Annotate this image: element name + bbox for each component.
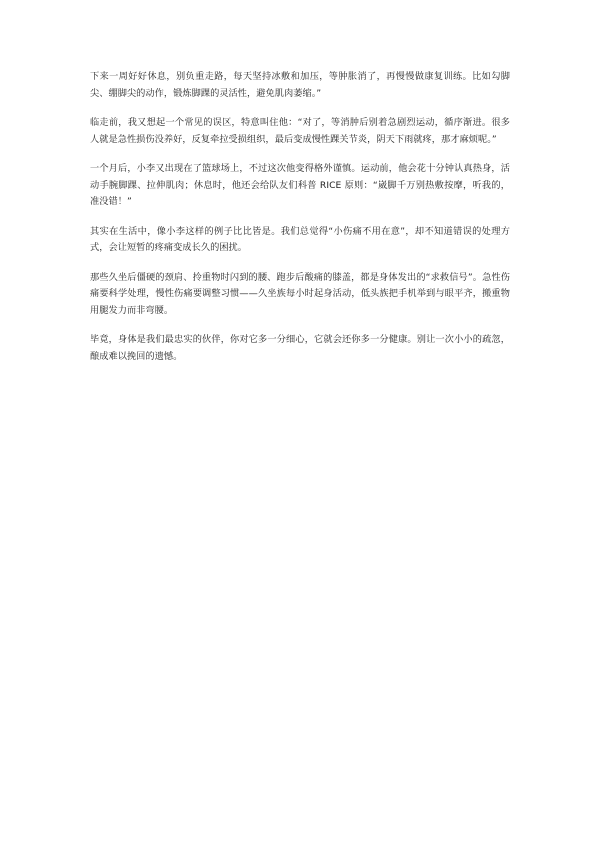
paragraph-1: 下来一周好好休息，别负重走路，每天坚持冰敷和加压，等肿胀消了，再慢慢做康复训练。比如勾脚尖、绷脚尖的动作，锻炼脚踝的灵活性，避免肌肉萎缩。”	[90, 71, 510, 99]
paragraph-4: 其实在生活中，像小李这样的例子比比皆是。我们总觉得“小伤痛不用在意”，却不知道错误的处理方式，会让短暂的疼痛变成长久的困扰。	[90, 225, 510, 253]
paragraph-6: 毕竟，身体是我们最忠实的伙伴，你对它多一分细心，它就会还你多一分健康。别让一次小小的疏忽，酿成难以挽回的遗憾。	[90, 334, 510, 362]
paragraph-5: 那些久坐后僵硬的颈肩、拎重物时闪到的腰、跑步后酸痛的膝盖，都是身体发出的“求救信号”。急性伤痛要科学处理，慢性伤痛要调整习惯——久坐族每小时起身活动，低头族把手机举到与眼平齐，搬重物用腿发力而非弯腰。	[90, 271, 510, 316]
paragraph-3: 一个月后，小李又出现在了篮球场上，不过这次他变得格外谨慎。运动前，他会花十分钟认真热身，活动手腕脚踝、拉伸肌肉；休息时，他还会给队友们科普 RICE 原则：“崴脚千万别热敷按摩，听我的，准没错！”	[90, 163, 510, 207]
document-body	[90, 69, 510, 378]
paragraph-2: 临走前，我又想起一个常见的误区，特意叫住他：“对了，等消肿后别着急剧烈运动，循序渐进。很多人就是急性损伤没养好，反复牵拉受损组织，最后变成慢性踝关节炎，阴天下雨就疼，那才麻烦呢。”	[90, 117, 510, 145]
